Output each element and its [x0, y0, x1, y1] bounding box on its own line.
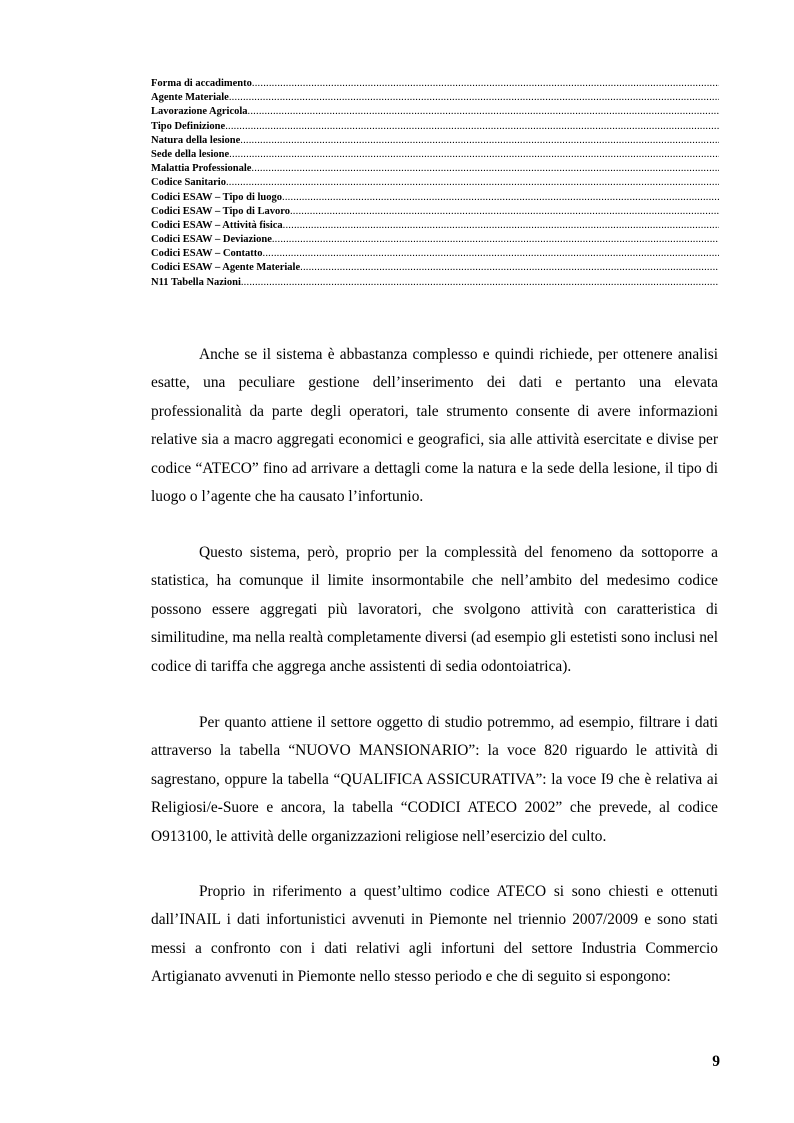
toc-entry-label: Agente Materiale	[151, 92, 229, 104]
toc-leader-dots	[229, 148, 719, 162]
toc-entry-label: Lavorazione Agricola	[151, 106, 248, 118]
toc-leader-dots	[229, 91, 719, 105]
toc-entry-label: N11 Tabella Nazioni	[151, 276, 241, 288]
toc-entry-label: Natura della lesione	[151, 134, 241, 146]
toc-leader-dots	[226, 176, 719, 190]
toc-leader-dots	[240, 134, 719, 148]
toc-entry	[151, 120, 719, 134]
toc-entry-label: Codici ESAW – Tipo di luogo	[151, 191, 283, 203]
toc-entry-label: Codici ESAW – Tipo di Lavoro	[151, 205, 290, 217]
toc-entry	[151, 191, 719, 205]
toc-entry	[151, 91, 719, 105]
toc-leader-dots	[272, 233, 719, 247]
toc-entry	[151, 162, 719, 176]
toc-entry	[151, 134, 719, 148]
toc-leader-dots	[263, 247, 719, 261]
toc-leader-dots	[248, 105, 719, 119]
toc-leader-dots	[283, 219, 719, 233]
toc-leader-dots	[290, 205, 719, 219]
page-number: 9	[712, 1053, 720, 1070]
body-paragraph: Anche se il sistema è abbastanza complesso e quindi richiede, per ottenere analisi esatte, una peculiare gestione dell’inserimento dei dati e pertanto una elevata professionalità da parte degli operatori, tale strumento consente di avere informazioni relative sia a macro aggregati economici e geografici, sia alle attività esercitate e divise per codice “ATECO” fino ad arrivare a dettagli come la natura e la sede della lesione, il tipo di luogo o l’agente che ha causato l’infortunio.	[151, 346, 718, 506]
toc-entry	[151, 176, 719, 190]
toc-entry	[151, 205, 719, 219]
toc-entry	[151, 219, 719, 233]
toc-leader-dots	[300, 261, 719, 275]
table-of-contents	[151, 77, 719, 290]
toc-entry-label: Codici ESAW – Agente Materiale	[151, 262, 301, 274]
toc-entry	[151, 148, 719, 162]
toc-entry-label: Malattia Professionale	[151, 163, 252, 175]
toc-entry-label: Sede della lesione	[151, 148, 230, 160]
body-paragraph: Proprio in riferimento a quest’ultimo codice ATECO si sono chiesti e ottenuti dall’INAIL i dati infortunistici avvenuti in Piemonte nel triennio 2007/2009 e sono stati messi a confronto con i dati relativi agli infortuni del settore Industria Commercio Artigianato avvenuti in Piemonte nello stesso periodo e che di seguito si espongono:	[151, 883, 718, 986]
toc-entry-label: Tipo Definizione	[151, 120, 226, 132]
toc-entry-label: Codici ESAW – Deviazione	[151, 234, 272, 246]
toc-entry	[151, 77, 719, 91]
toc-entry	[151, 261, 719, 275]
toc-leader-dots	[251, 162, 719, 176]
toc-entry-label: Codici ESAW – Attività fisica	[151, 219, 283, 231]
toc-entry-label: Codici ESAW – Contatto	[151, 248, 263, 260]
toc-leader-dots	[241, 276, 719, 290]
toc-leader-dots	[252, 77, 719, 91]
toc-leader-dots	[225, 120, 719, 134]
toc-entry	[151, 247, 719, 261]
toc-entry	[151, 276, 719, 290]
toc-leader-dots	[282, 191, 719, 205]
toc-entry-label: Forma di accadimento	[151, 78, 252, 89]
toc-entry-label: Codice Sanitario	[151, 177, 226, 189]
toc-entry	[151, 233, 719, 247]
toc-entry	[151, 105, 719, 119]
body-paragraph: Per quanto attiene il settore oggetto di studio potremmo, ad esempio, filtrare i dati attraverso la tabella “NUOVO MANSIONARIO”: la voce 820 riguardo le attività di sagrestano, oppure la tabella “QUALIFICA ASSICURATIVA”: la voce I9 che è relativa ai Religiosi/e-Suore e ancora, la tabella “CODICI ATECO 2002” che prevede, al codice O913100, le attività delle organizzazioni religiose nell’esercizio del culto.	[151, 714, 718, 845]
body-paragraph: Questo sistema, però, proprio per la complessità del fenomeno da sottoporre a statistica, ha comunque il limite insormontabile che nell’ambito del medesimo codice possono essere aggregati più lavoratori, che svolgono attività con caratteristica di similitudine, ma nella realtà completamente diversi (ad esempio gli estetisti sono inclusi nel codice di tariffa che aggrega anche assistenti di sedia odontoiatrica).	[151, 544, 718, 675]
